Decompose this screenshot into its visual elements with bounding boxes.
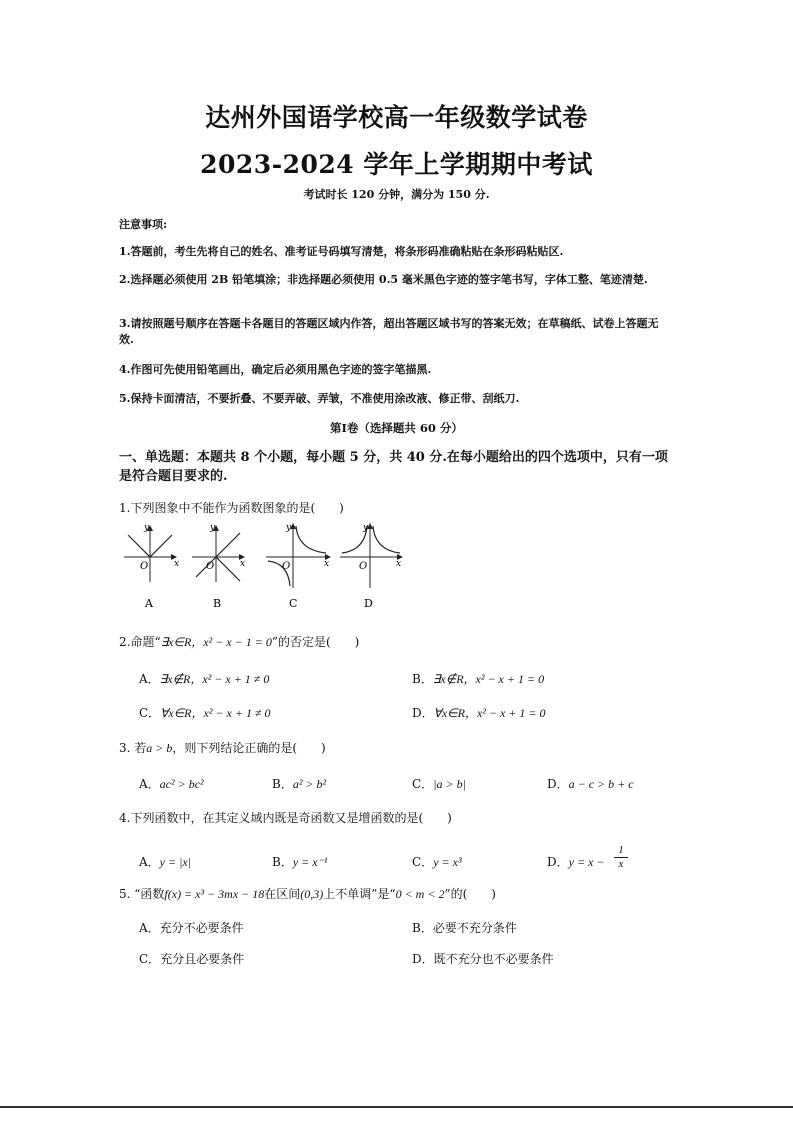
graph-a (124, 526, 176, 582)
exam-duration: 考试时长 120 分钟，满分为 150 分. (303, 188, 490, 201)
question-4-option-b[interactable]: B．y = x⁻¹ (272, 855, 328, 869)
exam-title: 达州外国语学校高一年级数学试卷 (205, 103, 588, 132)
question-4-option-a[interactable]: A．y = |x| (139, 855, 192, 869)
question-2-stem: 2.命题“∃x∈R，x² − x − 1 = 0”的否定是( ) (119, 635, 360, 649)
question-2-option-b[interactable]: B．∃x∉R，x² − x + 1 = 0 (412, 672, 545, 686)
origin-label: O (359, 561, 368, 572)
question-1-graphs (118, 520, 408, 612)
origin-label: O (140, 561, 149, 572)
question-4-fraction: 1 x (614, 844, 628, 871)
question-4-option-c[interactable]: C．y = x³ (412, 855, 462, 869)
axis-y-label: y (286, 523, 292, 533)
axis-y-label: y (210, 523, 216, 533)
notes-heading: 注意事项: (119, 218, 168, 231)
axis-y-label: y (144, 523, 150, 533)
section-heading: 第Ⅰ卷（选择题共 60 分） (330, 421, 463, 435)
axis-x-label: x (240, 559, 246, 569)
question-5-stem: 5. “函数f(x) = x³ − 3mx − 18在区间(0,3)上不单调”是“0 < m < 2”的( ) (119, 887, 496, 901)
graph-d (340, 524, 402, 588)
note-item: 1.答题前，考生先将自己的姓名、准考证号码填写清楚，将条形码准确粘贴在条形码粘贴区. (119, 245, 564, 258)
part-heading: 一、单选题：本题共 8 个小题，每小题 5 分，共 40 分.在每小题给出的四个选项中，只有一项是符合题目要求的. (119, 450, 668, 484)
question-3-option-b[interactable]: B．a² > b² (272, 777, 327, 791)
graph-b (192, 526, 244, 582)
axis-x-label: x (174, 559, 180, 569)
question-1-stem: 1.下列图象中不能作为函数图象的是( ) (119, 501, 344, 515)
origin-label: O (206, 561, 215, 572)
graph-label-c: C (289, 597, 298, 610)
axis-x-label: x (324, 559, 330, 569)
question-3-option-c[interactable]: C．|a > b| (412, 777, 466, 791)
note-item: 4.作图可先使用铅笔画出，确定后必须用黑色字迹的签字笔描黑. (119, 363, 432, 376)
axis-y-label: y (363, 523, 369, 533)
question-4-option-d[interactable]: D．y = x − (547, 855, 605, 869)
question-3-stem: 3. 若a > b，则下列结论正确的是( ) (119, 741, 326, 755)
question-5-option-a[interactable]: A．充分不必要条件 (139, 921, 244, 935)
graph-label-b: B (213, 597, 222, 610)
question-2-option-d[interactable]: D．∀x∈R，x² − x + 1 = 0 (412, 706, 546, 720)
exam-term: 2023-2024 学年上学期期中考试 (200, 150, 593, 179)
question-3-option-d[interactable]: D．a − c > b + c (547, 777, 634, 791)
graph-label-a: A (145, 597, 153, 610)
question-5-option-b[interactable]: B．必要不充分条件 (412, 921, 517, 935)
question-2-option-c[interactable]: C．∀x∈R，x² − x + 1 ≠ 0 (139, 706, 271, 720)
question-5-option-d[interactable]: D．既不充分也不必要条件 (412, 952, 554, 966)
axis-x-label: x (396, 559, 402, 569)
note-item: 2.选择题必须使用 2B 铅笔填涂；非选择题必须使用 0.5 毫米黑色字迹的签字笔书写，字体工整、笔迹清楚. (119, 273, 648, 286)
note-item: 3.请按照题号顺序在答题卡各题目的答题区域内作答，超出答题区域书写的答案无效；在草稿纸、试卷上答题无效. (119, 317, 659, 346)
note-item: 5.保持卡面清洁，不要折叠、不要弄破、弄皱，不准使用涂改液、修正带、刮纸刀. (119, 392, 520, 405)
graph-label-d: D (364, 597, 373, 610)
page-bottom-rule (0, 1106, 793, 1108)
question-4-stem: 4.下列函数中，在其定义域内既是奇函数又是增函数的是( ) (119, 811, 452, 825)
origin-label: O (282, 561, 291, 572)
question-5-option-c[interactable]: C．充分且必要条件 (139, 952, 245, 966)
graph-c (266, 524, 330, 588)
question-3-option-a[interactable]: A．ac² > bc² (139, 777, 204, 791)
question-2-option-a[interactable]: A．∃x∉R，x² − x + 1 ≠ 0 (139, 672, 270, 686)
